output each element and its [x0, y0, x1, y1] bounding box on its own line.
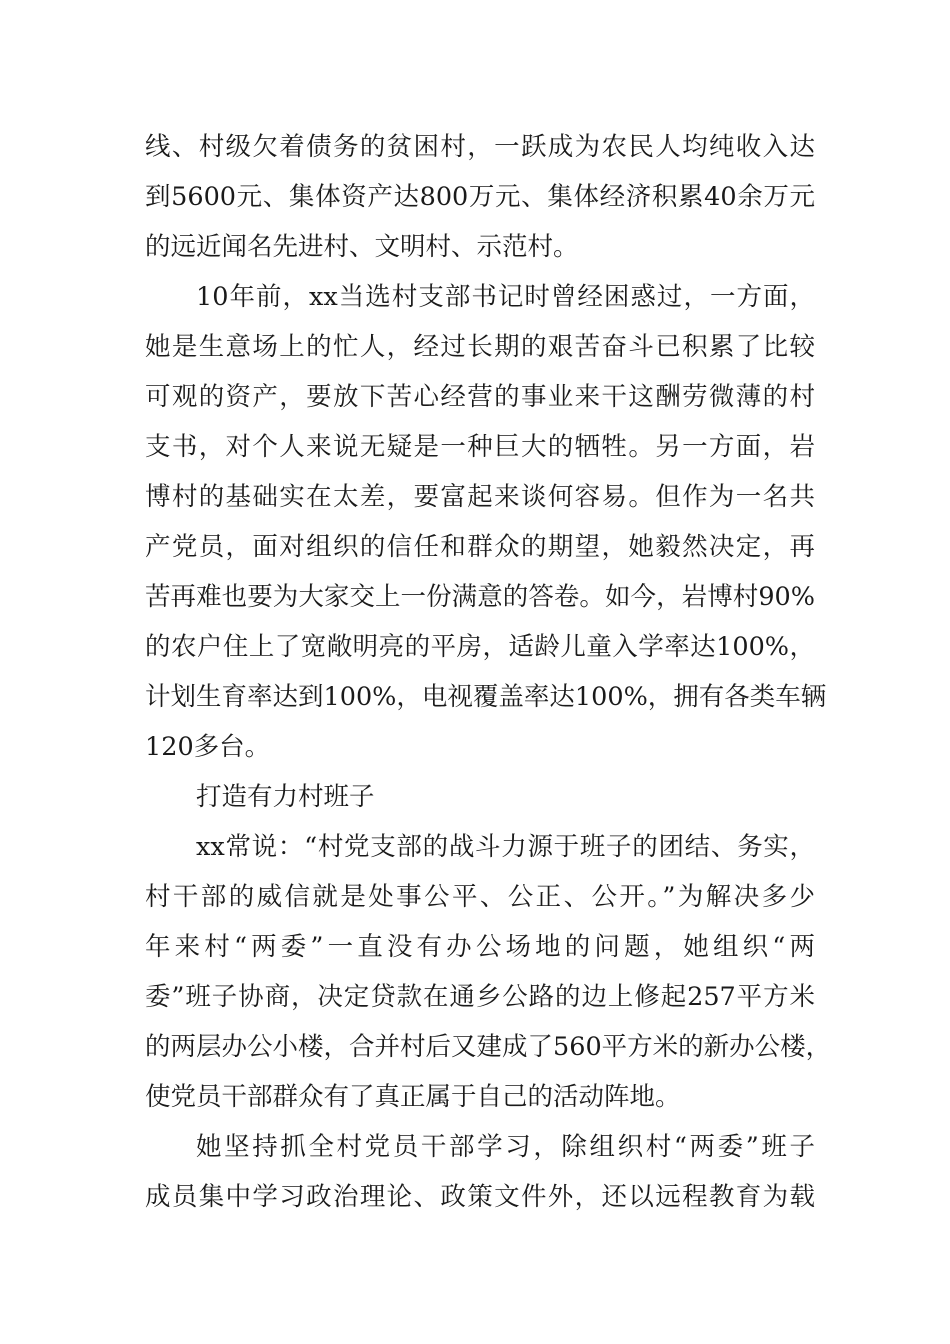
text-line: 年来村“两委”一直没有办公场地的问题，她组织“两 [145, 932, 815, 962]
text-line: 村干部的威信就是处事公平、公正、公开。”为解决多少 [145, 882, 815, 912]
text-line: 产党员，面对组织的信任和群众的期望，她毅然决定，再 [145, 532, 815, 562]
text-line: 的远近闻名先进村、文明村、示范村。 [145, 232, 579, 262]
text-line: 10年前，xx当选村支部书记时曾经困惑过，一方面， [196, 282, 815, 312]
text-line: 的农户住上了宽敞明亮的平房，适龄儿童入学率达100%， [145, 632, 815, 662]
text-line: 线、村级欠着债务的贫困村，一跃成为农民人均纯收入达 [145, 132, 815, 162]
text-line: 她是生意场上的忙人，经过长期的艰苦奋斗已积累了比较 [145, 332, 815, 362]
document-body [145, 122, 832, 1222]
section-heading-or-short-line: 120多台。 [145, 732, 271, 762]
text-line: 的两层办公小楼，合并村后又建成了560平方米的新办公楼， [145, 1032, 832, 1062]
section-heading-or-short-line: 打造有力村班子 [196, 782, 375, 812]
text-line: 苦再难也要为大家交上一份满意的答卷。如今，岩博村90% [145, 582, 815, 612]
text-line: 支书，对个人来说无疑是一种巨大的牺牲。另一方面，岩 [145, 432, 815, 462]
text-line: 使党员干部群众有了真正属于自己的活动阵地。 [145, 1082, 681, 1112]
text-line: 委”班子协商，决定贷款在通乡公路的边上修起257平方米 [145, 982, 815, 1012]
text-line: 她坚持抓全村党员干部学习，除组织村“两委”班子 [196, 1132, 815, 1162]
text-line: xx常说：“村党支部的战斗力源于班子的团结、务实， [196, 832, 815, 862]
text-line: 到5600元、集体资产达800万元、集体经济积累40余万元 [145, 182, 815, 212]
text-line: 博村的基础实在太差，要富起来谈何容易。但作为一名共 [145, 482, 815, 512]
text-line: 计划生育率达到100%，电视覆盖率达100%，拥有各类车辆 [145, 682, 827, 712]
text-line: 可观的资产，要放下苦心经营的事业来干这酬劳微薄的村 [145, 382, 815, 412]
text-line: 成员集中学习政治理论、政策文件外，还以远程教育为载 [145, 1182, 815, 1212]
